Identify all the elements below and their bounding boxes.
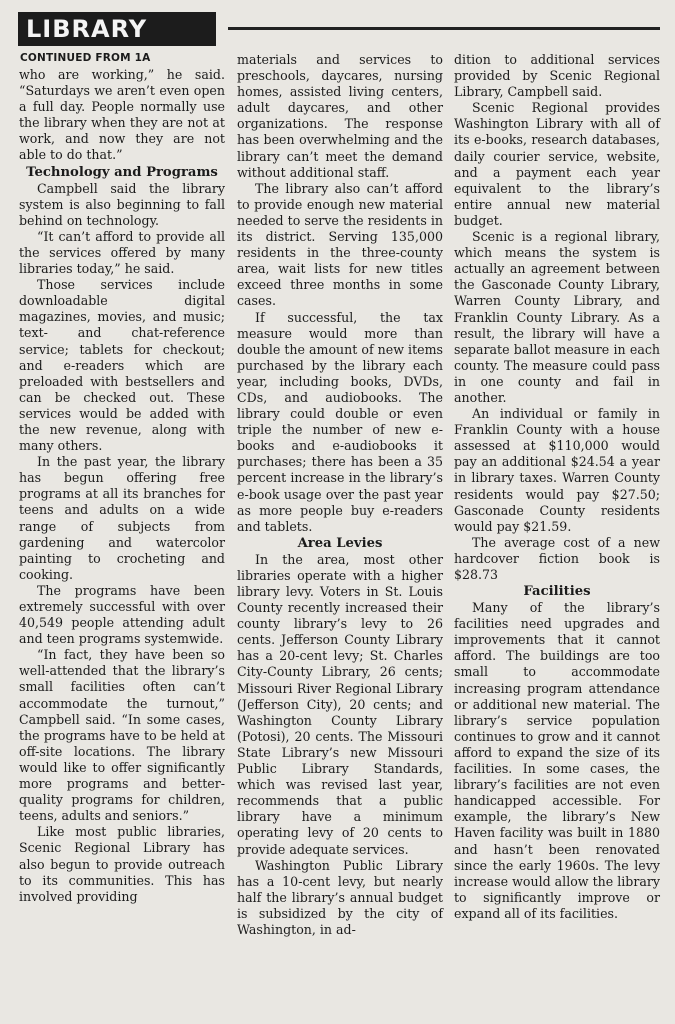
paragraph: Scenic is a regional library, which means the system is actually an agreement between the Gasconade County Library, Warren County Library, and Franklin County Library. As a result, the library will have a separate ballot measure in each county. The measure could pass in one county and fail in another. xyxy=(454,229,660,405)
paragraph: The programs have been extremely successful with over 40,549 people attending adult and teen programs systemwide. xyxy=(19,582,225,647)
paragraph: Scenic Regional provides Washington Library with all of its e-books, research databases, daily courier service, website, and a payment each year equivalent to the library’s entire annual new material budget. xyxy=(454,100,660,228)
article-column-2 xyxy=(237,52,443,938)
paragraph: Those services include downloadable digital magazines, movies, and music; text- and chat-reference service; tablets for checkout; and e-readers which are preloaded with bestsellers and can be checked out. These services would be added with the new revenue, along with many others. xyxy=(19,277,225,454)
paragraph: Like most public libraries, Scenic Regional Library has also begun to provide outreach to its communities. This has involved providing xyxy=(19,824,225,904)
paragraph: An individual or family in Franklin County with a house assessed at $110,000 would pay an additional $24.54 a year in library taxes. Warren County residents would pay $27.50; Gasconade County residents would pay $21.59. xyxy=(454,406,660,534)
paragraph: materials and services to preschools, daycares, nursing homes, assisted living centers, adult daycares, and other organizations. The response has been overwhelming and the library can’t meet the demand without additional staff. xyxy=(237,52,443,180)
paragraph: If successful, the tax measure would more than double the amount of new items purchased by the library each year, including books, DVDs, CDs, and audiobooks. The library could double or even triple the number of new e-books and e-audiobooks it purchases; there has been a 35 percent increase in the library’s e-book usage over the past year as more people buy e-readers and tablets. xyxy=(237,309,443,534)
subheading-facilities: Facilities xyxy=(523,584,591,600)
header-rule xyxy=(228,27,660,30)
paragraph: “It can’t afford to provide all the services offered by many libraries today,” he said. xyxy=(19,228,225,277)
paragraph: In the area, most other libraries operate with a higher library levy. Voters in St. Louis County recently increased their county library’s levy to 26 cents. Jefferson County Library has a 20-cent levy; St. Charles City-County Library, 26 cents; Missouri River Regional Library (Jefferson City), 20 cents; and Washington County Library (Potosi), 20 cents. The Missouri State Library’s new Missouri Public Library Standards, which was revised last year, recommends that a public library have a minimum operating levy of 20 cents to provide adequate services. xyxy=(237,551,443,857)
paragraph: Many of the library’s facilities need upgrades and improvements that it cannot afford. The buildings are too small to accommodate increasing program attendance or additional new material. The library’s service population continues to grow and it cannot afford to expand the size of its facilities. In some cases, the library’s facilities are not even handicapped accessible. For example, the library’s New Haven facility was built in 1880 and hasn’t been renovated since the early 1960s. The levy increase would allow the library to significantly improve or expand all of its facilities. xyxy=(454,600,660,921)
article-column-3 xyxy=(454,52,660,922)
paragraph: dition to additional services provided by Scenic Regional Library, Campbell said. xyxy=(454,52,660,100)
paragraph: who are working,” he said. “Saturdays we aren’t even open a full day. People normally use the library when they are not at work, and now they are not able to do that.” xyxy=(19,67,225,163)
paragraph: “In fact, they have been so well-attended that the library’s small facilities often can’t accommodate the turnout,” Campbell said. “In some cases, the programs have to be held at off-site locations. The library would like to offer significantly more programs and better-quality programs for children, teens, adults and seniors.” xyxy=(19,647,225,824)
section-banner: LIBRARY xyxy=(18,12,216,46)
subheading-technology: Technology and Programs xyxy=(26,164,218,180)
continued-label: CONTINUED FROM 1A xyxy=(20,52,151,64)
paragraph: Campbell said the library system is also beginning to fall behind on technology. xyxy=(19,180,225,228)
paragraph: The library also can’t afford to provide enough new material needed to serve the residents in its district. Serving 135,000 residents in the three-county area, wait lists for new titles exceed three months in some cases. xyxy=(237,180,443,309)
paragraph: Washington Public Library has a 10-cent levy, but nearly half the library’s annual budget is subsidized by the city of Washington, in ad- xyxy=(237,857,443,937)
subheading-area-levies: Area Levies xyxy=(297,535,383,551)
paragraph: The average cost of a new hardcover fiction book is $28.73 xyxy=(454,534,660,582)
article-column-1 xyxy=(19,67,225,905)
paragraph: In the past year, the library has begun offering free programs at all its branches for teens and adults on a wide range of subjects from gardening and watercolor painting to crocheting and cooking. xyxy=(19,454,225,582)
